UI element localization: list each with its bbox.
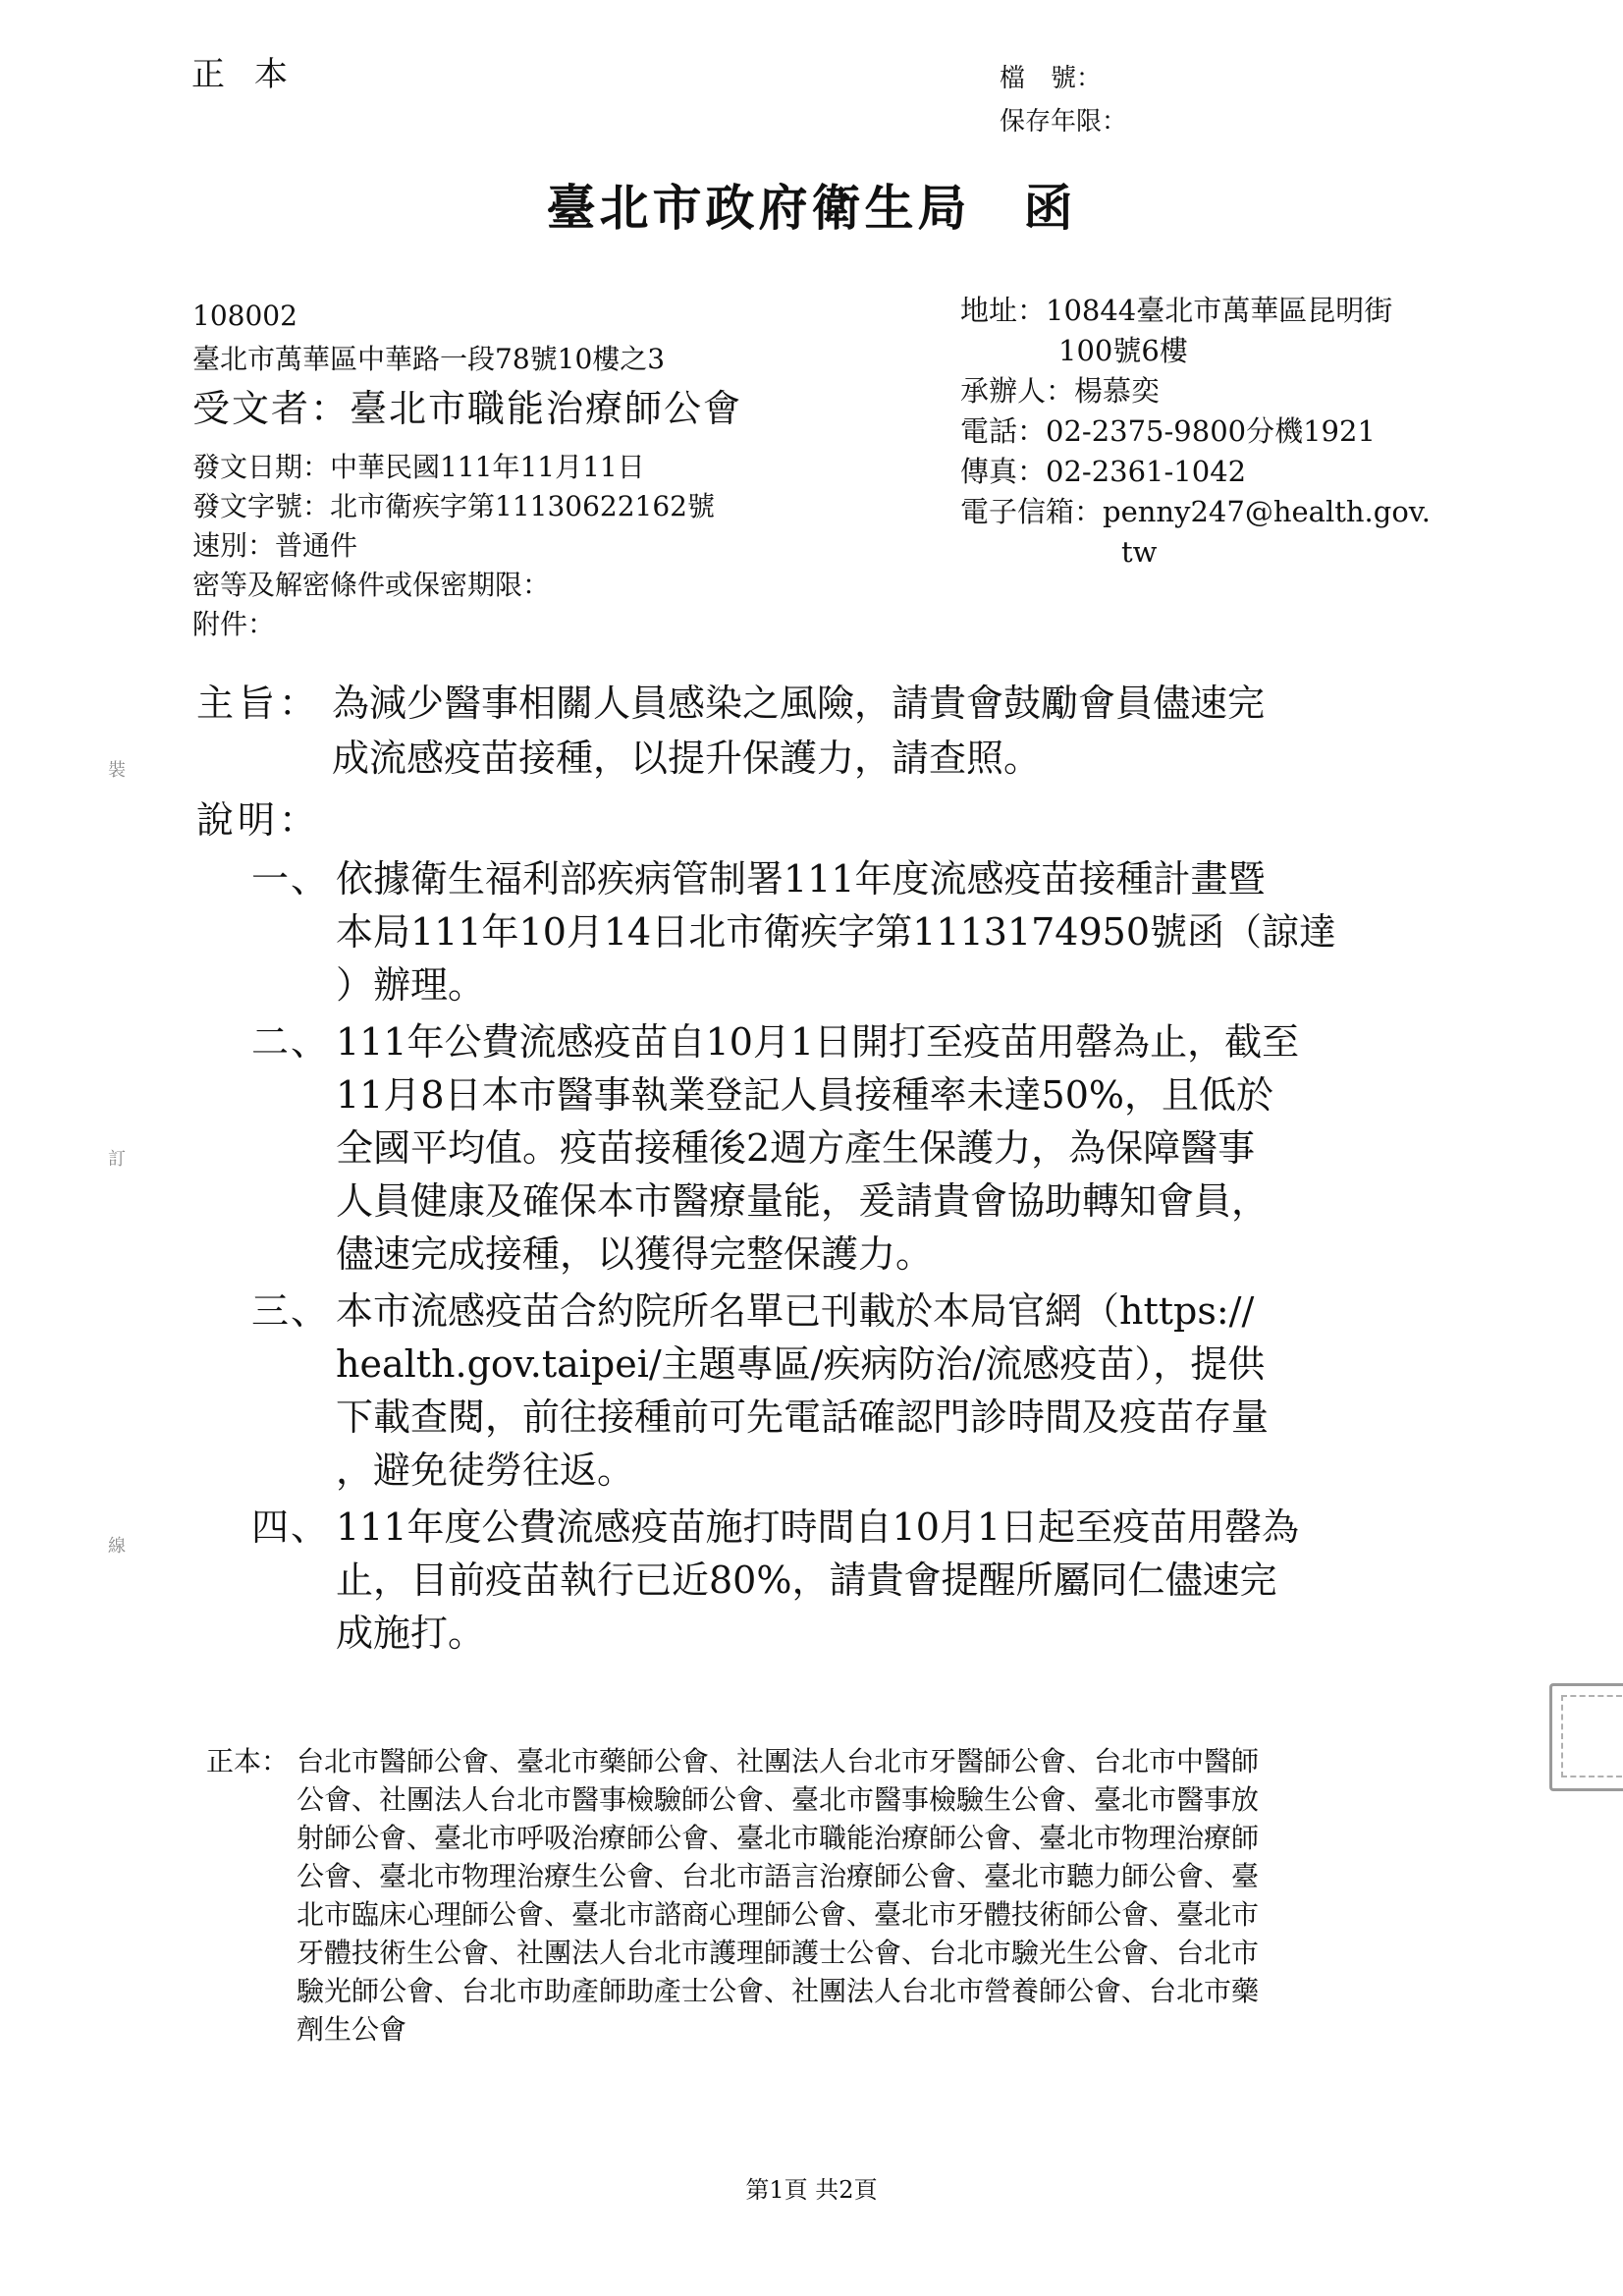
subject-line: 為減少醫事相關人員感染之風險，請貴會鼓勵會員儘速完	[332, 682, 1266, 725]
sender-email-line2: tw	[1121, 535, 1158, 569]
binding-mark: 訂	[108, 1149, 126, 1170]
cc-block	[206, 1742, 1473, 2049]
item-line: 下載查閱，前往接種前可先電話確認門診時間及疫苗存量	[336, 1395, 1270, 1439]
item-line: 111年度公費流感疫苗施打時間自10月1日起至疫苗用罄為	[336, 1505, 1300, 1549]
binding-mark: 線	[108, 1536, 126, 1557]
seal-stamp-inner	[1561, 1695, 1622, 1777]
item-line: 本市流感疫苗合約院所名單已刊載於本局官網（https://	[336, 1289, 1255, 1333]
sender-address-line2: 100號6樓	[1058, 334, 1188, 367]
sender-email-line1: 電子信箱：penny247@health.gov.	[960, 495, 1431, 528]
item-line: 111年公費流感疫苗自10月1日開打至疫苗用罄為止，截至	[336, 1020, 1300, 1064]
cc-line: 台北市醫師公會、臺北市藥師公會、社團法人台北市牙醫師公會、台北市中醫師	[297, 1745, 1260, 1777]
page-number: 第1頁 共2頁	[745, 2176, 878, 2204]
item-number: 三、	[251, 1289, 331, 1333]
item-line: 人員健康及確保本市醫療量能，爰請貴會協助轉知會員，	[336, 1179, 1270, 1223]
document-meta	[192, 448, 715, 644]
item-line: 儘速完成接種，以獲得完整保護力。	[336, 1232, 934, 1276]
item-line: 全國平均值。疫苗接種後2週方產生保護力，為保障醫事	[336, 1126, 1256, 1170]
item-line: ）辦理。	[336, 963, 486, 1007]
recipient-block	[192, 295, 742, 436]
explanation-items	[251, 852, 1479, 1664]
item-number: 四、	[251, 1505, 331, 1549]
recipient-address: 臺北市萬華區中華路一段78號10樓之3	[192, 343, 666, 375]
sender-phone: 電話：02-2375-9800分機1921	[960, 414, 1376, 448]
item-line: ，避免徒勞往返。	[336, 1449, 635, 1492]
cc-line: 射師公會、臺北市呼吸治療師公會、臺北市職能治療師公會、臺北市物理治療師	[297, 1822, 1260, 1854]
explanation-item-3	[251, 1285, 1479, 1497]
cc-line: 牙體技術生公會、社團法人台北市護理師護士公會、台北市驗光生公會、台北市	[297, 1937, 1260, 1969]
explanation-item-1	[251, 852, 1479, 1011]
cc-line: 公會、社團法人台北市醫事檢驗師公會、臺北市醫事檢驗生公會、臺北市醫事放	[297, 1783, 1260, 1816]
sender-block	[960, 291, 1431, 573]
delivery-speed: 速別：普通件	[192, 529, 358, 562]
cc-line: 北市臨床心理師公會、臺北市諮商心理師公會、臺北市牙體技術師公會、臺北市	[297, 1898, 1260, 1931]
subject-label: 主旨：	[196, 682, 321, 725]
file-info	[1000, 57, 1127, 143]
subject-line: 成流感疫苗接種，以提升保護力，請查照。	[332, 737, 1042, 780]
file-number: 檔 號：	[1000, 64, 1103, 93]
copy-mark: 正本	[191, 55, 317, 94]
recipient-name: 受文者：臺北市職能治療師公會	[192, 387, 743, 430]
item-line: 11月8日本市醫事執業登記人員接種率未達50%，且低於	[336, 1073, 1273, 1117]
cc-line: 驗光師公會、台北市助產師助產士公會、社團法人台北市營養師公會、台北市藥	[297, 1975, 1260, 2007]
agency-name: 臺北市政府衛生局	[546, 179, 971, 237]
item-number: 二、	[251, 1020, 331, 1064]
item-line: 依據衛生福利部疾病管制署111年度流感疫苗接種計畫暨	[336, 857, 1266, 901]
cc-line: 公會、臺北市物理治療生公會、台北市語言治療師公會、臺北市聽力師公會、臺	[297, 1860, 1260, 1892]
sender-handler: 承辦人：楊慕奕	[960, 374, 1161, 408]
sender-fax: 傳真：02-2361-1042	[960, 455, 1247, 488]
item-number: 一、	[251, 857, 331, 901]
cc-line: 劑生公會	[297, 2013, 407, 2046]
item-line: 本局111年10月14日北市衛疾字第1113174950號函（諒達	[336, 910, 1337, 954]
retention-period: 保存年限：	[1000, 107, 1128, 137]
explanation-label: 說明：	[196, 798, 321, 842]
item-line: health.gov.taipei/主題專區/疾病防治/流感疫苗），提供	[336, 1342, 1266, 1386]
recipient-zip: 108002	[192, 300, 298, 332]
attachments: 附件：	[192, 608, 276, 640]
secrecy-level: 密等及解密條件或保密期限：	[192, 569, 551, 601]
document-title	[0, 169, 1623, 240]
explanation-item-2	[251, 1015, 1479, 1281]
explanation-item-4	[251, 1501, 1479, 1660]
sender-address-line1: 地址：10844臺北市萬華區昆明街	[960, 294, 1393, 327]
document-number: 發文字號：北市衛疾字第11130622162號	[192, 490, 715, 522]
cc-label: 正本：	[206, 1745, 290, 1777]
item-line: 成施打。	[336, 1612, 486, 1655]
binding-mark: 裝	[108, 760, 126, 781]
document-type: 函	[1023, 179, 1077, 237]
item-line: 止，目前疫苗執行已近80%，請貴會提醒所屬同仁儘速完	[336, 1558, 1277, 1602]
issue-date: 發文日期：中華民國111年11月11日	[192, 451, 645, 483]
subject-block	[196, 676, 1473, 786]
